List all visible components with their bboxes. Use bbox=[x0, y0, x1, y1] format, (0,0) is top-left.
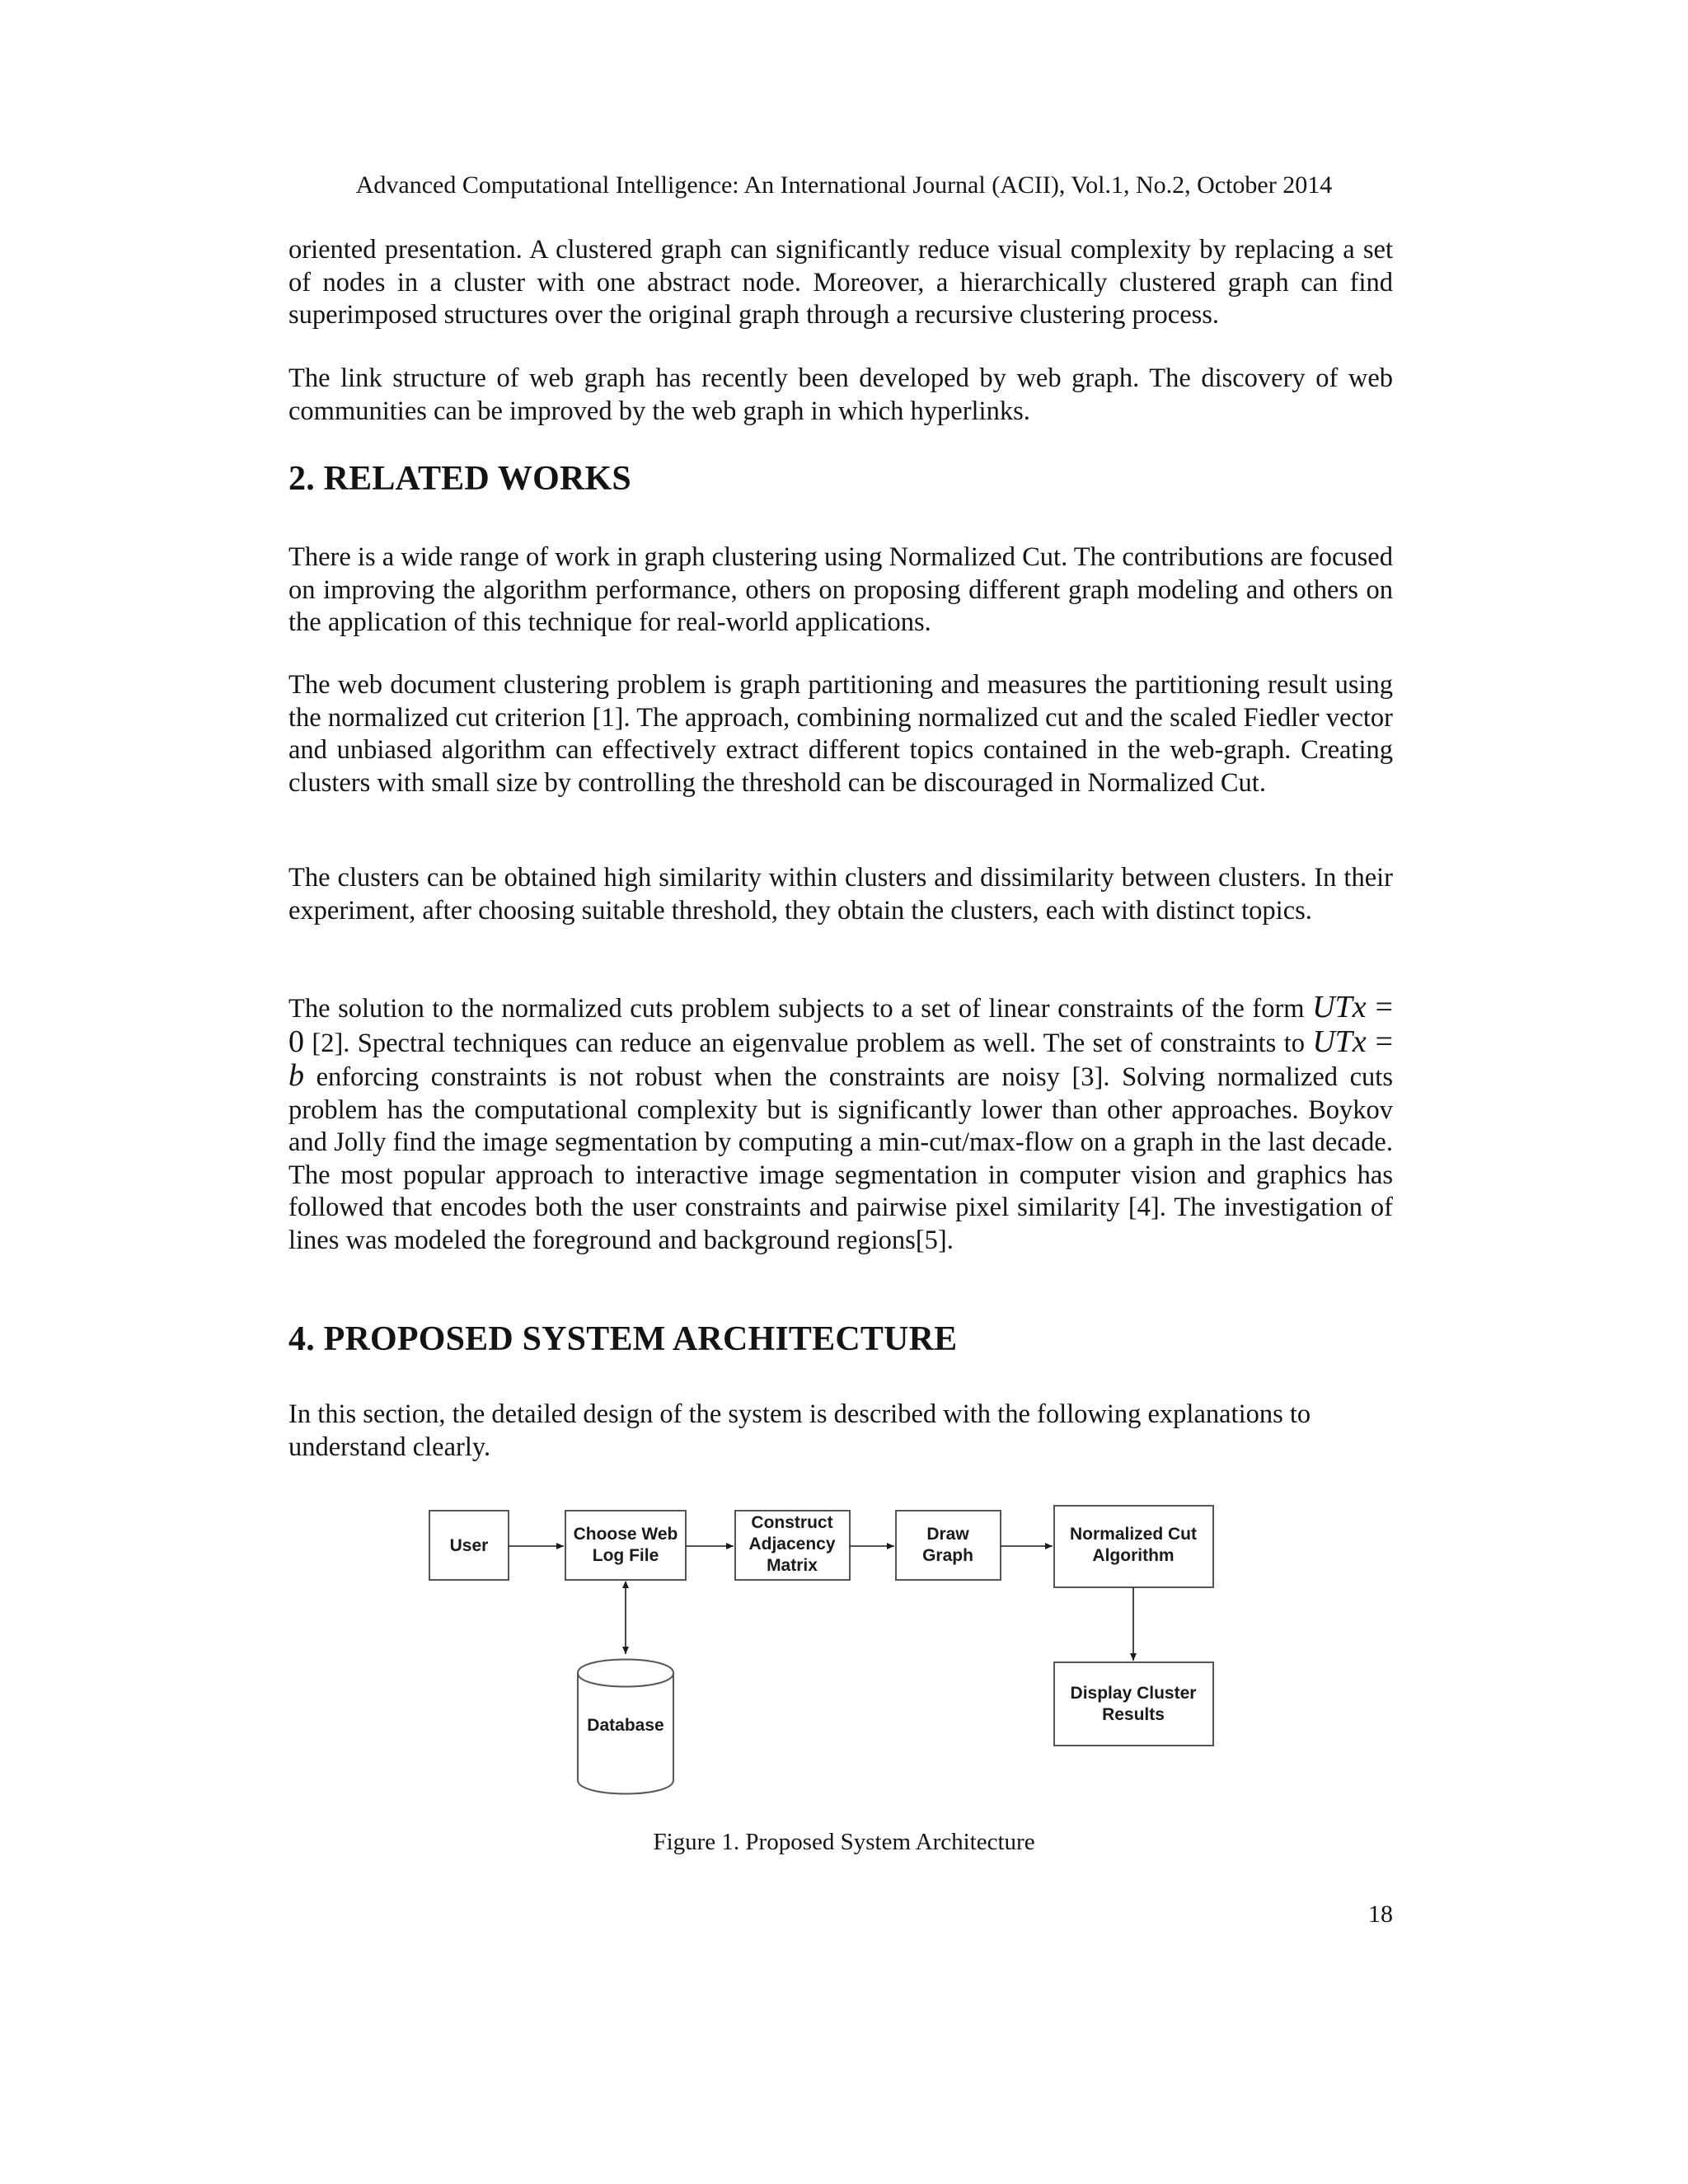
node-draw-graph-box bbox=[896, 1511, 1001, 1580]
equation-equals: = bbox=[1366, 990, 1394, 1024]
running-header: Advanced Computational Intelligence: An International Journal (ACII), Vol.1, No.2, October 2014 bbox=[355, 171, 1333, 199]
node-construct-matrix-label: Construct Adjacency Matrix bbox=[748, 1513, 836, 1575]
figure-caption: Figure 1. Proposed System Architecture bbox=[653, 1829, 1035, 1855]
equation-equals-2: = bbox=[1366, 1024, 1393, 1059]
equation-zero: 0 bbox=[288, 1024, 304, 1059]
equation-b: b bbox=[288, 1058, 304, 1093]
paragraph-architecture-intro-text: In this section, the detailed design of the system is described with the following explanations to understand clearly. bbox=[288, 1399, 1311, 1462]
p6-text-3: enforcing constraints is not robust when the constraints are noisy [3]. Solving normalized cuts problem has the computational complexity but is significantly lower than other approaches. Boykov and Jolly find the image segmentation by computing a min-cut/max-flow on a graph in the last decade. The most popular approach to interactive image segmentation in computer vision and graphics has followed that encodes both the user constraints and pairwise pixel similarity [4]. The investigation of lines was modeled the foreground and background regions[5]. bbox=[288, 1062, 1393, 1255]
node-display-results-label: Display Cluster Results bbox=[1070, 1684, 1197, 1724]
p6-text-2: [2]. Spectral techniques can reduce an eigenvalue problem as well. The set of constraints to bbox=[304, 1028, 1313, 1058]
section-heading-related-works: 2. RELATED WORKS bbox=[288, 460, 631, 498]
node-database-label: Database bbox=[587, 1716, 664, 1735]
equation-utx-lhs-2: UTx bbox=[1312, 1024, 1367, 1059]
section-heading-proposed-architecture: 4. PROPOSED SYSTEM ARCHITECTURE bbox=[288, 1320, 958, 1358]
paragraph-link-structure: The link structure of web graph has recently been developed by web graph. The discovery of web communities can be improved by the web graph in which hyperlinks. bbox=[288, 363, 1393, 426]
node-draw-graph-label: Draw Graph bbox=[922, 1525, 973, 1565]
node-normalized-cut-label: Normalized Cut Algorithm bbox=[1069, 1525, 1198, 1565]
p6-text-1: The solution to the normalized cuts problem subjects to a set of linear constraints of the form bbox=[288, 994, 1313, 1024]
node-choose-web-log-label: Choose Web Log File bbox=[573, 1525, 678, 1565]
paragraph-intro-continued: oriented presentation. A clustered graph can significantly reduce visual complexity by replacing a set of nodes in a cluster with one abstract node. Moreover, a hierarchically clustered graph can find superimposed structures over the original graph through a recursive clustering process. bbox=[288, 235, 1393, 330]
page-number: 18 bbox=[1368, 1900, 1393, 1928]
paragraph-related-works-1: There is a wide range of work in graph clustering using Normalized Cut. The contributions are focused on improving the algorithm performance, others on proposing different graph modeling and others on the application of this technique for real-world applications. bbox=[288, 542, 1393, 637]
paragraph-related-works-3: The clusters can be obtained high similarity within clusters and dissimilarity between clusters. In their experiment, after choosing suitable threshold, they obtain the clusters, each with distinct topics. bbox=[288, 863, 1393, 926]
node-choose-web-log-box bbox=[565, 1511, 686, 1580]
equation-utx-lhs: UTx bbox=[1312, 990, 1367, 1024]
paragraph-related-works-2: The web document clustering problem is graph partitioning and measures the partitioning result using the normalized cut criterion [1]. The approach, combining normalized cut and the scaled Fiedler vector and unbiased algorithm can effectively extract different topics contained in the web-graph. Creating clusters with small size by controlling the threshold can be discouraged in Normalized Cut. bbox=[288, 670, 1393, 798]
node-user-label: User bbox=[449, 1536, 489, 1555]
node-display-results-box bbox=[1054, 1662, 1213, 1746]
